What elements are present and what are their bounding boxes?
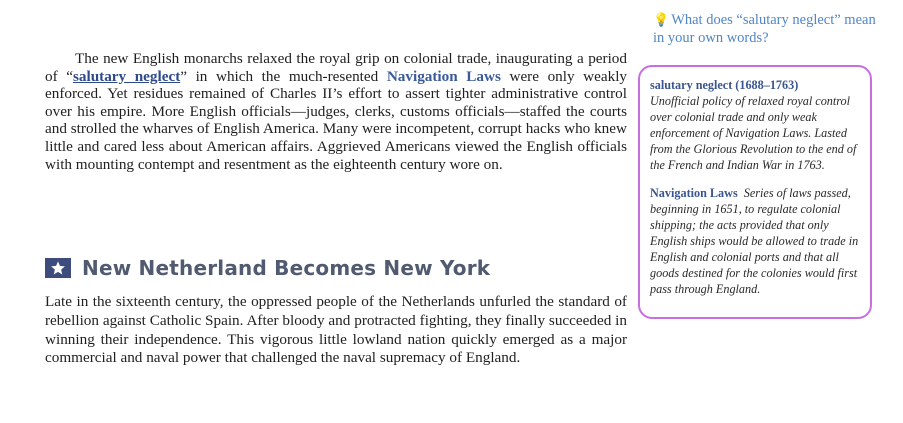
- main-column: [45, 50, 627, 173]
- glossary-definition: Series of laws passed, beginning in 1651, to regulate colonial shipping; the acts provided that only English ships would be allowed to trade in English and colonial ports and that all goods destined for the colonies would first pass through England.: [650, 186, 859, 296]
- glossary-entry-salutary-neglect: [650, 77, 862, 173]
- section-heading: [45, 256, 490, 280]
- para1-text-before: The new English monarchs relaxed the royal grip on colonial trade, inaugurating a period of “: [45, 50, 627, 85]
- glossary-box: [638, 65, 872, 319]
- margin-question: [653, 11, 883, 47]
- lightbulb-icon: 💡: [653, 12, 670, 27]
- para1-text-mid: ” in which the much-resented: [180, 67, 387, 85]
- para1-text-after: were only weakly enforced. Yet residues remained of Charles II’s effort to assert tighter administrative control over his empire. More English officials—judges, clerks, customs officials—staffed the courts and strolled the wharves of English America. Many were incompetent, corrupt hacks who knew little and cared less about American affairs. Aggrieved Americans viewed the English officials with mounting contempt and resentment as the eighteenth century wore on.: [45, 67, 628, 173]
- navigation-laws-term: Navigation Laws: [386, 67, 501, 85]
- star-icon: [45, 258, 71, 278]
- salutary-neglect-link[interactable]: salutary neglect: [72, 67, 181, 85]
- glossary-entry-navigation-laws: [650, 185, 862, 297]
- section-heading-text: New Netherland Becomes New York: [82, 256, 491, 280]
- paragraph-new-netherland: Late in the sixteenth century, the oppressed people of the Netherlands unfurled the standard of rebellion against Catholic Spain. After bloody and protracted fighting, they finally succeeded in winning their independence. This vigorous little lowland nation quickly emerged as a major commercial and naval power that challenged the naval supremacy of England.: [45, 293, 627, 367]
- glossary-definition: Unofficial policy of relaxed royal control over colonial trade and only weak enforcement of Navigation Laws. Lasted from the Glorious Revolution to the end of the French and Indian War in 1763.: [650, 94, 857, 172]
- margin-question-text: What does “salutary neglect” mean in your own words?: [653, 12, 876, 46]
- paragraph-salutary-neglect: [45, 50, 627, 173]
- glossary-term: salutary neglect (1688–1763): [650, 78, 799, 92]
- glossary-term: Navigation Laws: [650, 186, 738, 200]
